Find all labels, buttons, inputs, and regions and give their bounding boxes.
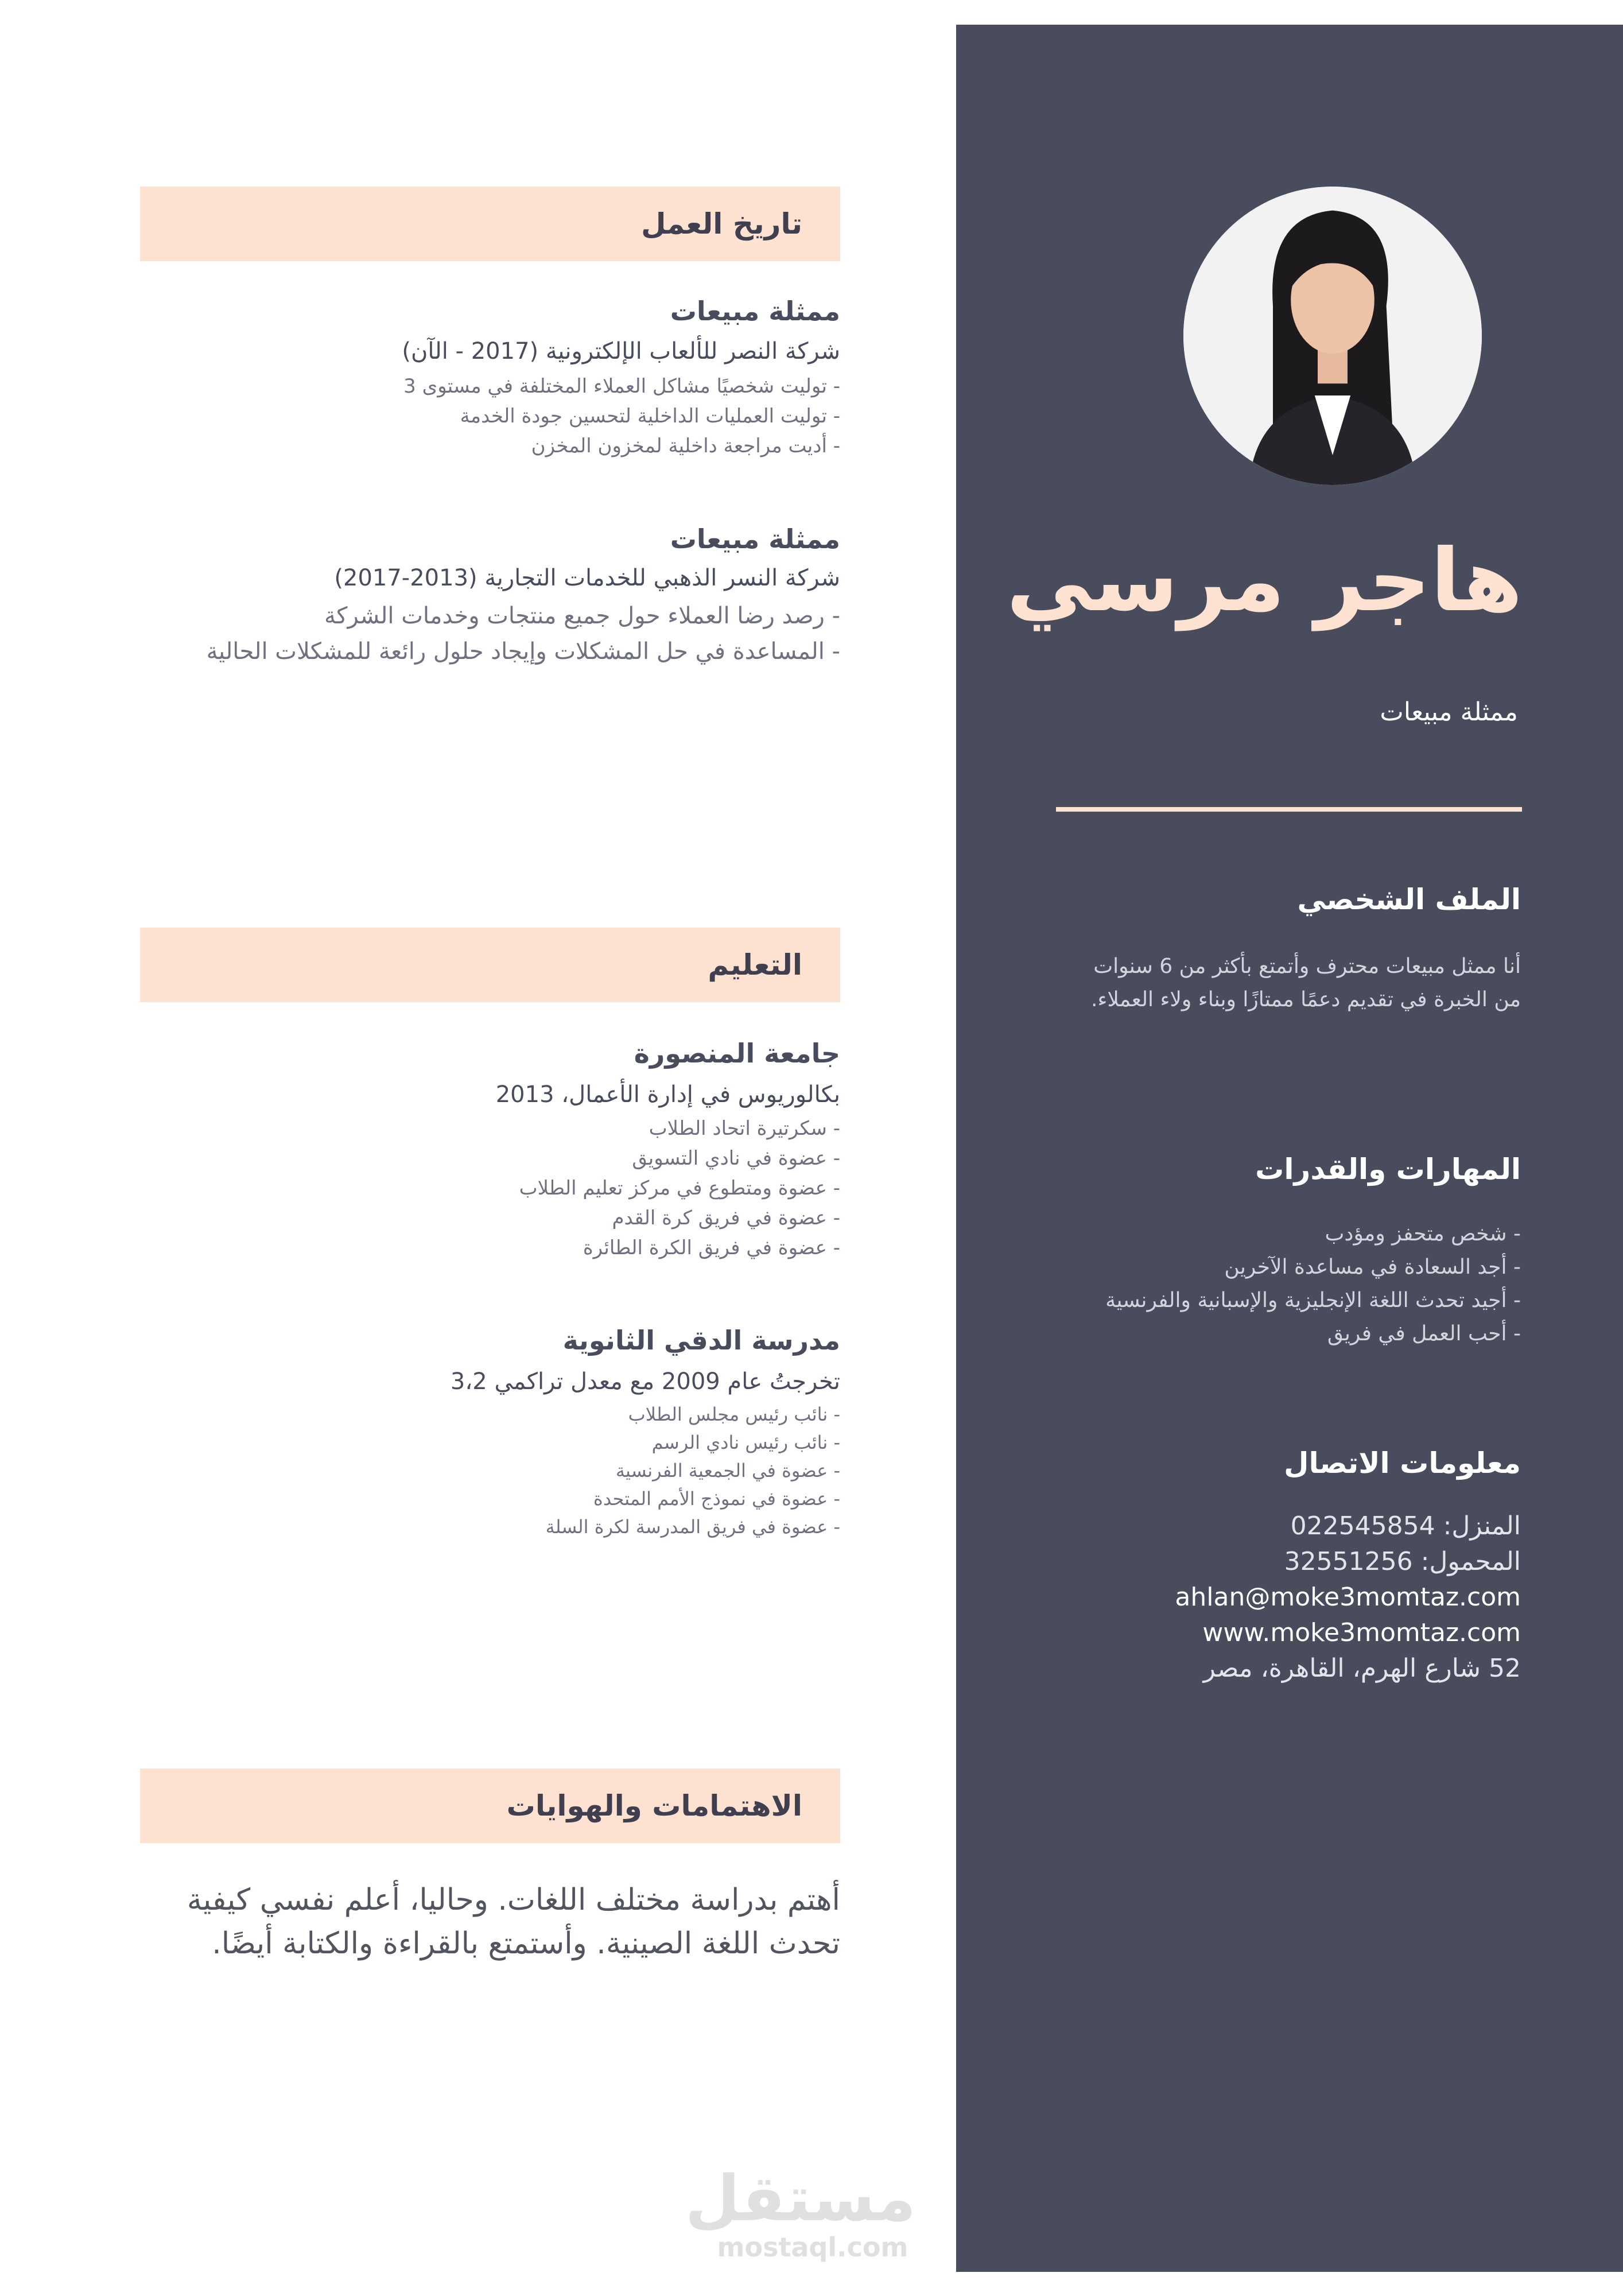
school-bullet: - عضوة في فريق المدرسة لكرة السلة xyxy=(545,1516,840,1538)
watermark-latin: mostaql.com xyxy=(717,2232,908,2263)
person-name: هاجر مرسي xyxy=(1006,531,1523,631)
job-bullet: - توليت شخصيًا مشاكل العملاء المختلفة في مستوى 3 xyxy=(403,375,840,398)
job-bullet: - أديت مراجعة داخلية لمخزون المخزن xyxy=(531,435,840,457)
school-bullets xyxy=(140,1114,840,1263)
skill-item: - أحب العمل في فريق xyxy=(1327,1322,1521,1345)
school-entry xyxy=(140,1325,840,1541)
interests-line: أهتم بدراسة مختلف اللغات. وحاليا، أعلم نفسي كيفية xyxy=(187,1883,840,1917)
job-bullet: - رصد رضا العملاء حول جميع منتجات وخدمات الشركة xyxy=(324,603,840,629)
work-heading: تاريخ العمل xyxy=(641,207,802,241)
summary-line: أنا ممثل مبيعات محترف وأتمتع بأكثر من 6 سنوات xyxy=(1093,955,1521,978)
skill-item: - شخص متحفز ومؤدب xyxy=(1325,1222,1521,1246)
contact-info xyxy=(1004,1508,1521,1686)
job-company: شركة النصر للألعاب الإلكترونية (2017 - الآن) xyxy=(402,338,840,364)
interests-text xyxy=(140,1878,840,1965)
watermark-arabic: مستقل xyxy=(685,2162,916,2235)
school-bullet: - عضوة في نادي التسويق xyxy=(632,1147,840,1170)
job-bullets xyxy=(140,598,840,669)
job-entry xyxy=(140,523,840,669)
school-entry xyxy=(140,1038,840,1263)
school-bullet: - نائب رئيس مجلس الطلاب xyxy=(628,1403,840,1425)
watermark-logo xyxy=(685,2162,916,2264)
school-degree: تخرجتُ عام 2009 مع معدل تراكمي 3،2 xyxy=(450,1368,840,1395)
interests-heading-bar xyxy=(140,1768,840,1843)
interests-heading: الاهتمامات والهوايات xyxy=(506,1789,802,1822)
school-bullet: - سكرتيرة اتحاد الطلاب xyxy=(649,1117,840,1140)
contact-mobile-phone: المحمول: 32551256 xyxy=(1284,1547,1521,1576)
school-degree: بكالوريوس في إدارة الأعمال، 2013 xyxy=(495,1081,840,1108)
summary-text xyxy=(1004,950,1521,1017)
sidebar-divider xyxy=(1056,807,1522,812)
summary-line: من الخبرة في تقديم دعمًا ممتازًا وبناء ولاء العملاء. xyxy=(1091,988,1521,1011)
education-heading-bar xyxy=(140,928,840,1002)
school-bullet: - عضوة ومتطوع في مركز تعليم الطلاب xyxy=(519,1177,840,1200)
school-bullet: - عضوة في فريق كرة القدم xyxy=(612,1207,840,1230)
school-bullet: - عضوة في نموذج الأمم المتحدة xyxy=(593,1488,840,1510)
contact-email[interactable]: ahlan@moke3momtaz.com xyxy=(1175,1583,1521,1612)
job-bullet: - المساعدة في حل المشكلات وإيجاد حلول رائعة للمشكلات الحالية xyxy=(206,638,840,665)
skills-list xyxy=(1004,1217,1521,1351)
job-role: ممثلة مبيعات xyxy=(670,523,840,554)
skill-item: - أجيد تحدث اللغة الإنجليزية والإسبانية والفرنسية xyxy=(1105,1289,1521,1312)
job-bullets xyxy=(140,371,840,461)
job-bullet: - توليت العمليات الداخلية لتحسين جودة الخدمة xyxy=(460,405,840,428)
contact-website[interactable]: www.moke3momtaz.com xyxy=(1202,1618,1521,1647)
interests-line: تحدث اللغة الصينية. وأستمتع بالقراءة والكتابة أيضًا. xyxy=(212,1926,840,1961)
job-title: ممثلة مبيعات xyxy=(1380,697,1518,727)
skills-heading: المهارات والقدرات xyxy=(1255,1153,1521,1186)
contact-heading: معلومات الاتصال xyxy=(1284,1446,1521,1480)
school-bullets xyxy=(140,1401,840,1541)
summary-heading: الملف الشخصي xyxy=(1297,883,1521,916)
contact-address: 52 شارع الهرم، القاهرة، مصر xyxy=(1203,1654,1521,1683)
education-heading: التعليم xyxy=(708,948,802,982)
contact-home-phone: المنزل: 022545854 xyxy=(1290,1511,1521,1541)
job-role: ممثلة مبيعات xyxy=(670,296,840,327)
school-bullet: - نائب رئيس نادي الرسم xyxy=(651,1432,840,1453)
work-heading-bar xyxy=(140,187,840,261)
skill-item: - أجد السعادة في مساعدة الآخرين xyxy=(1224,1255,1521,1279)
person-photo-icon xyxy=(1183,187,1482,485)
school-bullet: - عضوة في فريق الكرة الطائرة xyxy=(583,1236,840,1259)
school-name: جامعة المنصورة xyxy=(634,1038,840,1069)
school-bullet: - عضوة في الجمعية الفرنسية xyxy=(615,1460,840,1481)
profile-photo xyxy=(1183,187,1482,485)
job-company: شركة النسر الذهبي للخدمات التجارية (2013-2017) xyxy=(334,565,840,591)
job-entry xyxy=(140,296,840,461)
school-name: مدرسة الدقي الثانوية xyxy=(562,1325,840,1356)
